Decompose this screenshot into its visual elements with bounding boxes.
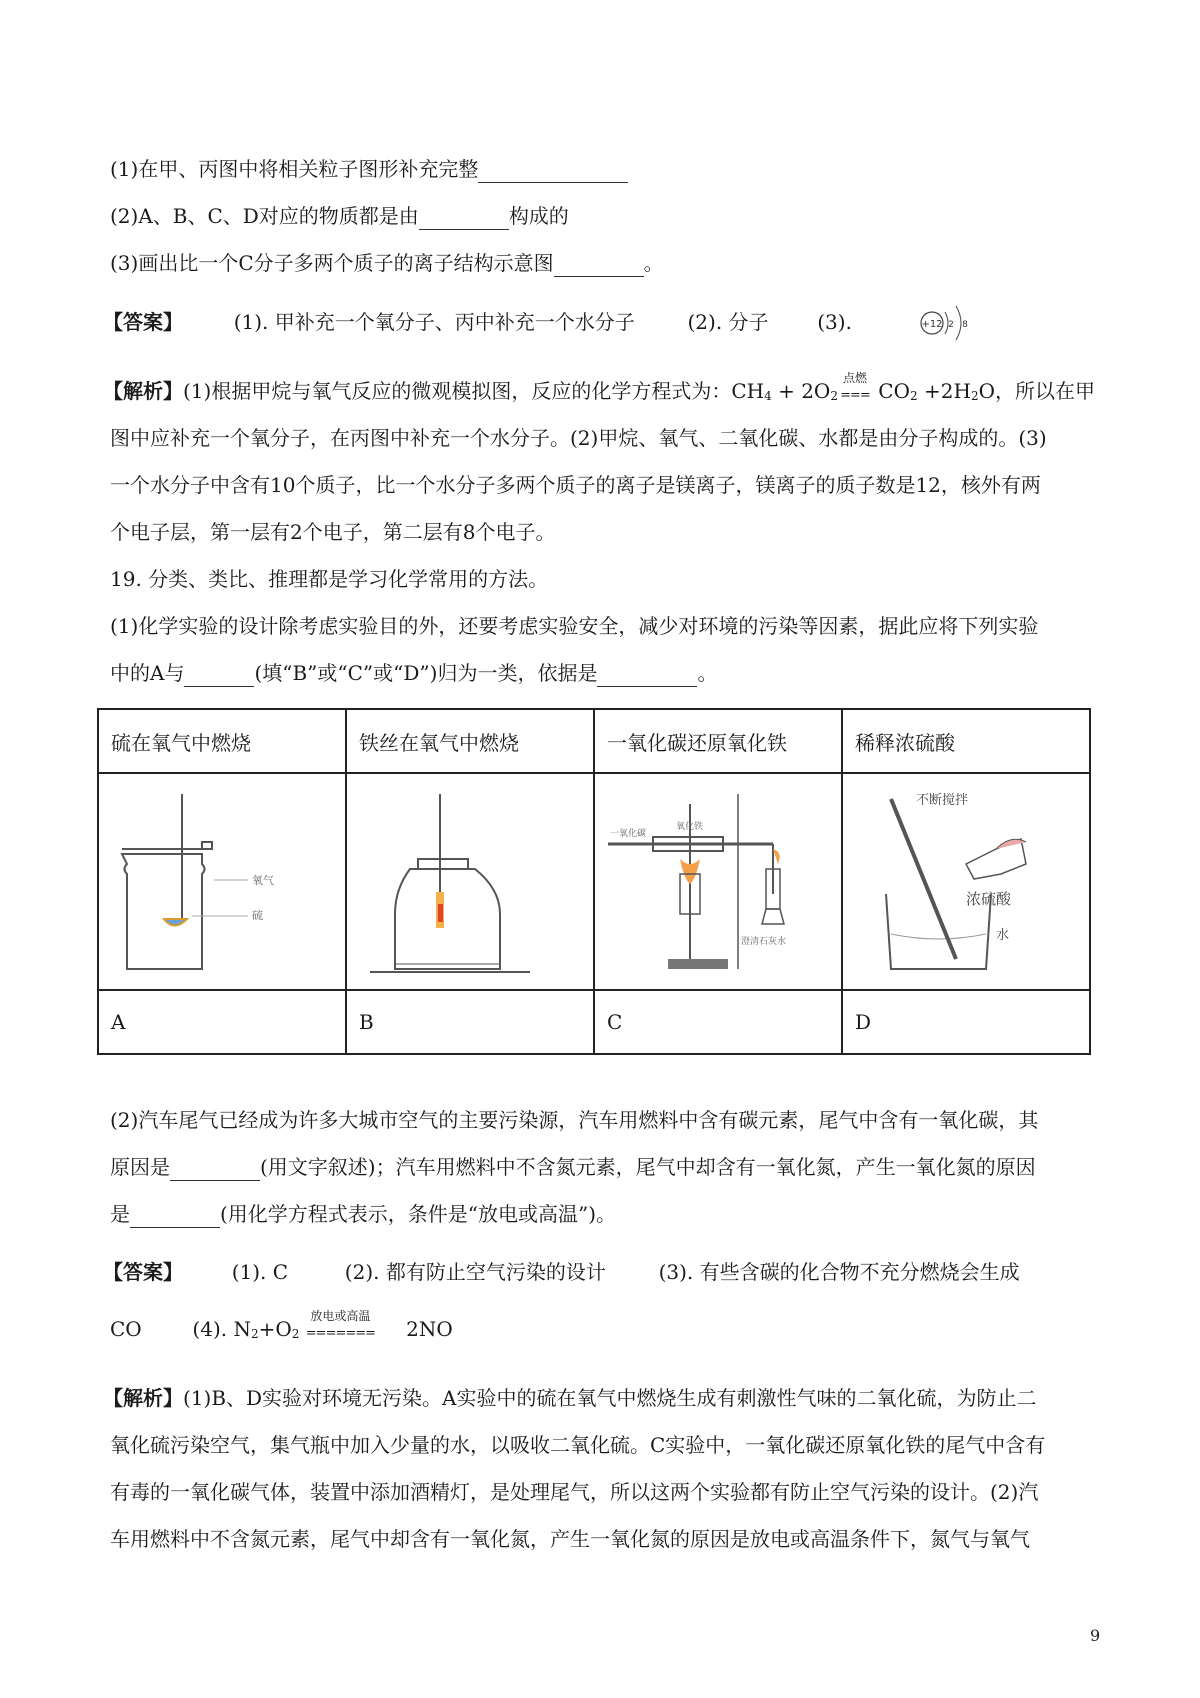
experiment-label-a: A <box>98 990 346 1054</box>
q19-analysis-line3: 有毒的一氧化碳气体，装置中添加酒精灯，是处理尾气，所以这两个实验都有防止空气污染的设计。(2)汽 <box>110 1480 1039 1504</box>
iron-oxide-label: 氧化铁 <box>676 822 704 832</box>
subscript: 2 <box>910 389 918 403</box>
experiment-a-image-cell <box>98 773 346 990</box>
q19-part2-line1: (2)汽车尾气已经成为许多大城市空气的主要污染源，汽车用燃料中含有碳元素，尾气中含有一氧化碳，其 <box>110 1108 1039 1132</box>
q18-analysis-line2: 图中应补充一个氧分子，在丙图中补充一个水分子。(2)甲烷、氧气、二氧化碳、水都是由分子构成的。(3) <box>110 426 1047 450</box>
experiment-label-b: B <box>346 990 594 1054</box>
analysis-text: (1)根据甲烷与氧气反应的微观模拟图，反应的化学方程式为：CH <box>183 379 765 403</box>
concentrated-acid-label: 浓硫酸 <box>966 890 1012 908</box>
answer-blank[interactable] <box>184 664 254 687</box>
q19-analysis-line1 <box>103 1384 1037 1412</box>
answer-blank[interactable] <box>597 664 697 687</box>
q18-analysis-line1 <box>103 371 1095 410</box>
table-header-cell: 一氧化碳还原氧化铁 <box>594 709 842 773</box>
equation-text: +O <box>258 1317 292 1341</box>
experiment-label-c: C <box>594 990 842 1054</box>
subscript: 2 <box>250 1327 259 1341</box>
answer-label: 【答案】 <box>103 1260 183 1284</box>
q19-text: (填“B”或“C”或“D”)归为一类，依据是 <box>254 661 598 685</box>
shell-2-electrons: 8 <box>962 320 968 330</box>
q18-part2-text: (2)A、B、C、D对应的物质都是由 <box>110 204 419 228</box>
experiment-table <box>97 708 1091 1055</box>
q19-part1-line2 <box>110 659 717 687</box>
co-reduction-apparatus-image <box>598 774 838 984</box>
q19-answer-line2 <box>110 1309 453 1348</box>
reaction-condition: 点燃 === <box>838 378 872 410</box>
q18-answer-1: (1). 甲补充一个氧分子、丙中补充一个水分子 <box>233 310 635 334</box>
q19-answer-4-label: (4). <box>192 1317 228 1341</box>
equation-text: N <box>233 1317 251 1341</box>
experiment-c-image-cell <box>594 773 842 990</box>
reaction-condition: 放电或高温 ======= <box>299 1316 381 1348</box>
co-label: 一氧化碳 <box>610 829 647 839</box>
answer-label: 【答案】 <box>103 310 183 334</box>
analysis-text: +2H <box>917 379 971 403</box>
q19-part2-line3 <box>110 1200 616 1228</box>
table-header-row <box>98 709 1090 773</box>
q19-answer-3-cont: CO <box>110 1317 142 1341</box>
table-label-row <box>98 990 1090 1054</box>
table-header-cell: 硫在氧气中燃烧 <box>98 709 346 773</box>
analysis-label: 【解析】 <box>103 379 183 403</box>
ion-structure-diagram <box>918 300 974 346</box>
table-header-cell: 稀释浓硫酸 <box>842 709 1090 773</box>
iron-wire-burning-apparatus-image <box>350 774 590 984</box>
analysis-text: CO <box>871 379 911 403</box>
sulfur-burning-apparatus-image <box>102 774 342 984</box>
sulfur-label: 硫 <box>252 909 263 922</box>
q18-answer-2: (2). 分子 <box>687 310 769 334</box>
q18-answer-3: (3). <box>817 310 852 334</box>
analysis-label: 【解析】 <box>103 1386 183 1410</box>
page-number: 9 <box>1090 1626 1101 1645</box>
table-header-cell: 铁丝在氧气中燃烧 <box>346 709 594 773</box>
q18-part3 <box>110 249 664 277</box>
q19-part2-line2 <box>110 1153 1036 1181</box>
water-label: 水 <box>996 928 1010 943</box>
answer-blank[interactable] <box>419 207 509 230</box>
condition-text: 放电或高温 <box>310 1309 371 1323</box>
subscript: 2 <box>291 1327 300 1341</box>
analysis-text: (1)B、D实验对环境无污染。A实验中的硫在氧气中燃烧生成有刺激性气味的二氧化硫，为防止二 <box>183 1386 1037 1410</box>
q18-part1-text: (1)在甲、丙图中将相关粒子图形补充完整 <box>110 157 479 181</box>
shell-1-electrons: 2 <box>948 320 954 330</box>
q18-part2-tail: 构成的 <box>508 204 569 228</box>
q19-text: (用化学方程式表示，条件是“放电或高温”)。 <box>220 1202 617 1226</box>
q19-part1-line1: (1)化学实验的设计除考虑实验目的外，还要考虑实验安全，减少对环境的污染等因素，据此应将下列实验 <box>110 614 1039 638</box>
answer-blank[interactable] <box>130 1205 220 1228</box>
q19-text: (用文字叙述)；汽车用燃料中不含氮元素，尾气中却含有一氧化氮，产生一氧化氮的原因 <box>260 1155 1036 1179</box>
q18-analysis-line4: 个电子层，第一层有2个电子，第二层有8个电子。 <box>110 520 556 544</box>
subscript: 2 <box>970 389 979 403</box>
experiment-b-image-cell <box>346 773 594 990</box>
limewater-label: 澄清石灰水 <box>741 937 787 947</box>
equation-text: 2NO <box>406 1317 453 1341</box>
q18-part3-text: (3)画出比一个C分子多两个质子的离子结构示意图 <box>110 251 554 275</box>
q19-text: 原因是 <box>110 1155 170 1179</box>
q18-analysis-line3: 一个水分子中含有10个质子，比一个水分子多两个质子的离子是镁离子，镁离子的质子数是12，核外有两 <box>110 473 1041 497</box>
q18-part2 <box>110 202 569 230</box>
analysis-text: O，所以在甲 <box>978 379 1095 403</box>
experiment-label-d: D <box>842 990 1090 1054</box>
q19-text: 是 <box>110 1202 130 1226</box>
q18-part1 <box>110 155 628 183</box>
q19-title: 19. 分类、类比、推理都是学习化学常用的方法。 <box>110 567 549 591</box>
q19-answer-3: (3). 有些含碳的化合物不充分燃烧会生成 <box>658 1260 1020 1284</box>
diluting-sulfuric-acid-image <box>846 774 1086 984</box>
answer-blank[interactable] <box>170 1158 260 1181</box>
experiment-d-image-cell <box>842 773 1090 990</box>
q19-answer-1: (1). C <box>231 1260 289 1284</box>
stir-label: 不断搅拌 <box>916 793 969 808</box>
answer-blank[interactable] <box>554 254 644 277</box>
nucleus-charge: +12 <box>921 319 943 330</box>
analysis-text: + 2O <box>771 379 831 403</box>
q19-analysis-line4: 车用燃料中不含氮元素，尾气中却含有一氧化氮，产生一氧化氮的原因是放电或高温条件下，氮气与氧气 <box>110 1527 1030 1551</box>
oxygen-label: 氧气 <box>252 874 274 887</box>
q19-text: 。 <box>697 661 718 685</box>
q18-part3-tail: 。 <box>643 251 664 275</box>
q19-answer-2: (2). 都有防止空气污染的设计 <box>344 1260 606 1284</box>
subscript: 2 <box>830 389 838 403</box>
table-image-row <box>98 773 1090 990</box>
q18-answer <box>103 308 852 336</box>
shell-2-arc <box>956 306 961 340</box>
q19-text: 中的A与 <box>110 661 185 685</box>
answer-blank[interactable] <box>478 160 628 183</box>
q19-analysis-line2: 氧化硫污染空气，集气瓶中加入少量的水，以吸收二氧化硫。C实验中，一氧化碳还原氧化铁的尾气中含有 <box>110 1433 1046 1457</box>
q19-answer-line1 <box>103 1258 1020 1286</box>
subscript: 4 <box>764 389 772 403</box>
condition-text: 点燃 <box>842 371 867 385</box>
